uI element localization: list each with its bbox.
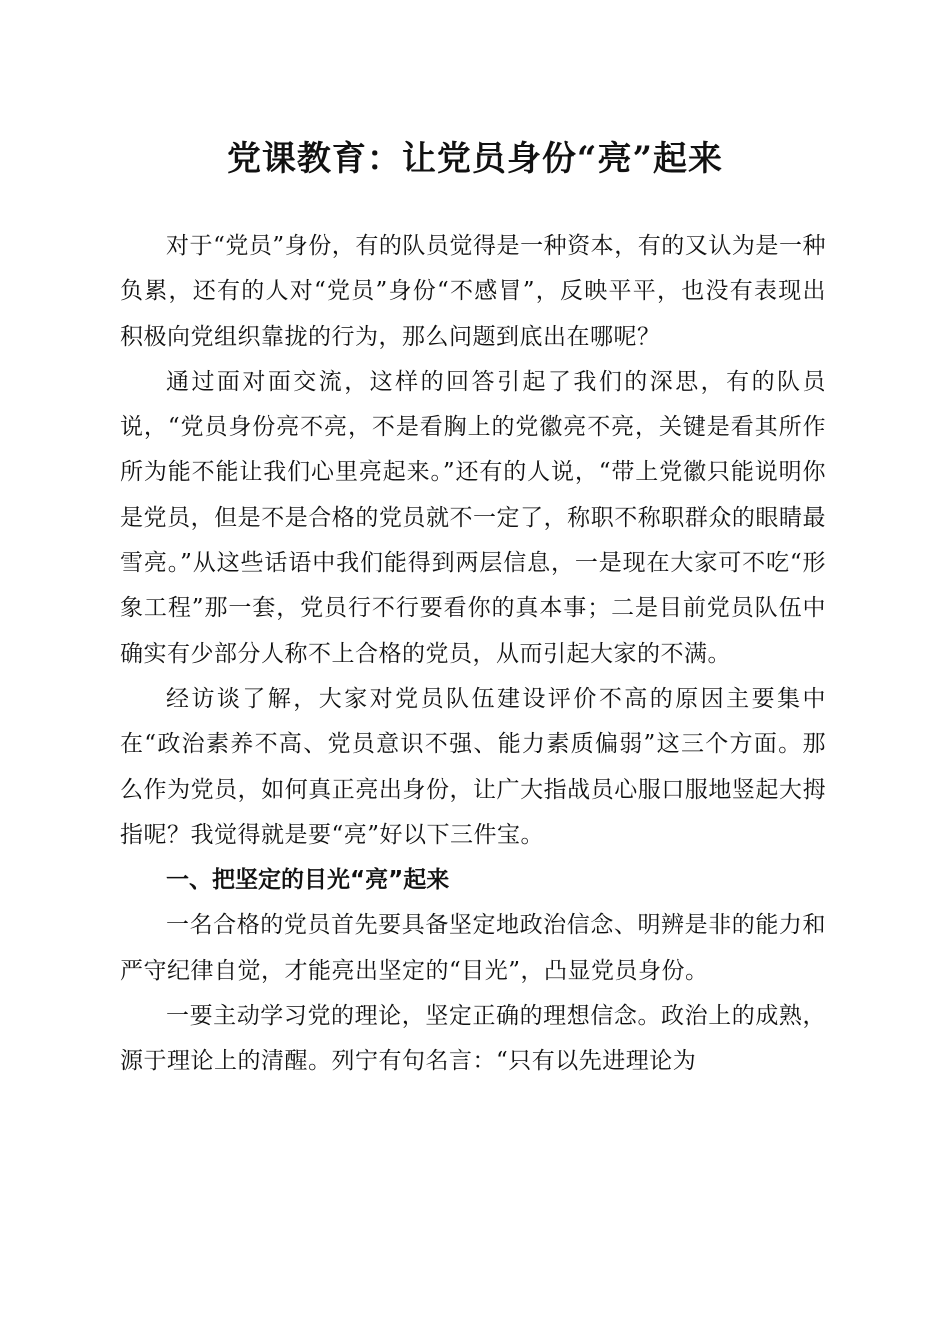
section-paragraph-2: 一要主动学习党的理论，坚定正确的理想信念。政治上的成熟，源于理论上的清醒。列宁有句名言：“只有以先进理论为 [120,1003,826,1075]
paragraph-1: 对于“党员”身份，有的队员觉得是一种资本，有的又认为是一种负累，还有的人对“党员”身份“不感冒”，反映平平，也没有表现出积极向党组织靠拢的行为，那么问题到底出在哪呢？ [120,233,826,350]
paragraph-3: 经访谈了解，大家对党员队伍建设评价不高的原因主要集中在“政治素养不高、党员意识不强、能力素质偏弱”这三个方面。那么作为党员，如何真正亮出身份，让广大指战员心服口服地竖起大拇指呢？我觉得就是要“亮”好以下三件宝。 [120,685,826,848]
document-title: 党课教育：让党员身份“亮”起来 [226,139,724,179]
document-body [120,224,826,1085]
section-paragraph-1: 一名合格的党员首先要具备坚定地政治信念、明辨是非的能力和严守纪律自觉，才能亮出坚定的“目光”，凸显党员身份。 [120,912,826,984]
section-heading-1: 一、把坚定的目光“亮”起来 [166,867,450,894]
paragraph-2: 通过面对面交流，这样的回答引起了我们的深思，有的队员说，“党员身份亮不亮，不是看胸上的党徽亮不亮，关键是看其所作所为能不能让我们心里亮起来。”还有的人说，“带上党徽只能说明你是党员，但是不是合格的党员就不一定了，称职不称职群众的眼睛最雪亮。”从这些话语中我们能得到两层信息，一是现在大家可不吃“形象工程”那一套，党员行不行要看你的真本事；二是目前党员队伍中确实有少部分人称不上合格的党员，从而引起大家的不满。 [120,368,826,667]
